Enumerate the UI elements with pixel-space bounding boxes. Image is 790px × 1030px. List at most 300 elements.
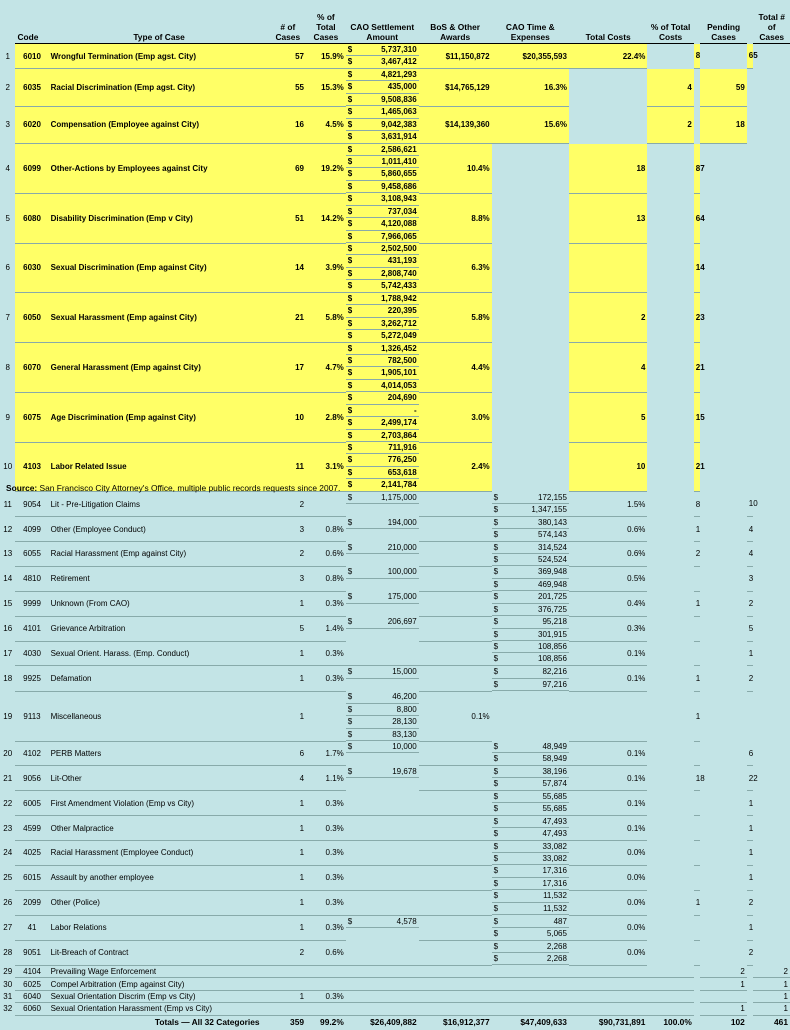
case-count: 1	[270, 990, 306, 1002]
table-row	[0, 106, 790, 143]
cao-time-expenses-value: 5,860,655	[381, 169, 417, 179]
currency-symbol: $	[493, 779, 499, 789]
currency-symbol: $	[493, 492, 499, 502]
bos-awards	[419, 591, 492, 616]
pct-of-cases: 4.5%	[306, 106, 346, 143]
cao-time-expenses	[492, 616, 569, 628]
pct-of-cases: 0.8%	[306, 566, 346, 591]
bos-awards	[346, 81, 419, 93]
pct-of-costs: 0.0%	[569, 915, 647, 940]
bos-awards	[419, 766, 492, 791]
total-costs-value: 5,272,049	[381, 331, 417, 341]
cao-settlement	[346, 741, 419, 753]
bos-awards	[419, 666, 492, 691]
gap	[700, 791, 746, 816]
cao-time-expenses: $11,150,872	[419, 44, 492, 69]
pending-cases	[694, 566, 701, 591]
cao-time-expenses-value: 653,618	[387, 467, 417, 477]
currency-symbol: $	[347, 293, 353, 303]
currency-symbol: $	[347, 667, 353, 677]
total-costs	[492, 778, 569, 790]
pending-cases	[694, 616, 701, 641]
currency-symbol: $	[493, 530, 499, 540]
case-code: 6050	[15, 293, 48, 343]
currency-symbol: $	[347, 331, 353, 341]
currency-symbol: $	[347, 592, 353, 602]
row-number: 22	[3, 798, 13, 808]
gap	[700, 566, 746, 591]
cao-time-expenses	[346, 716, 419, 728]
total-case-count: 2	[747, 591, 754, 616]
total-case-count: 14	[694, 243, 701, 293]
bos-awards	[346, 206, 419, 218]
gap	[647, 591, 693, 616]
case-type: Wrongful Termination (Emp agst. City)	[49, 44, 270, 69]
case-type: Retirement	[49, 566, 270, 591]
cao-time-expenses-value: 28,130	[392, 717, 417, 727]
total-case-count: 3	[747, 566, 754, 591]
gap	[647, 566, 693, 591]
case-code: 6035	[15, 69, 48, 106]
case-type: Racial Harassment (Employee Conduct)	[49, 841, 270, 866]
cao-time-expenses-value: 82,216	[542, 667, 567, 677]
cao-time-expenses-value: 380,143	[538, 517, 567, 527]
currency-symbol: $	[347, 107, 353, 117]
currency-symbol: $	[493, 829, 499, 839]
currency-symbol: $	[493, 816, 499, 826]
row-number: 27	[3, 923, 13, 933]
pending-cases: 2	[700, 965, 746, 977]
table-row	[0, 816, 790, 841]
table-row	[0, 841, 790, 866]
total-costs	[492, 653, 569, 665]
pct-of-cases: 0.3%	[306, 990, 346, 1002]
pending-cases: 1	[694, 591, 701, 616]
bos-awards	[419, 865, 492, 890]
gap	[492, 144, 569, 194]
cao-time-expenses-value: 55,685	[542, 791, 567, 801]
cao-settlement-value: 1,175,000	[381, 492, 417, 502]
pct-of-costs: 6.3%	[419, 243, 492, 293]
totals-pct-cases: 99.2%	[306, 1015, 346, 1030]
case-count	[270, 1003, 306, 1015]
cao-time-expenses	[346, 131, 419, 143]
currency-symbol: $	[347, 119, 353, 129]
row-number: 6	[5, 263, 10, 273]
row-number: 9	[5, 412, 10, 422]
row-number: 21	[3, 773, 13, 783]
total-costs-value: 55,685	[542, 804, 567, 814]
total-costs-value: 301,915	[538, 629, 567, 639]
case-code: 6080	[15, 193, 48, 243]
gap	[747, 990, 754, 1002]
currency-symbol: $	[347, 692, 353, 702]
pct-of-costs: 15.6%	[492, 106, 569, 143]
gap	[647, 392, 693, 442]
bos-awards	[419, 915, 492, 940]
cao-settlement	[346, 766, 419, 778]
cao-time-expenses	[492, 791, 569, 803]
row-number: 20	[3, 748, 13, 758]
currency-symbol: $	[347, 455, 353, 465]
case-type: Other-Actions by Employees against City	[49, 144, 270, 194]
table-row	[0, 941, 790, 966]
case-count	[270, 978, 306, 990]
header-cao-time: CAO Time & Expenses	[492, 2, 569, 44]
cao-settlement	[346, 591, 419, 603]
bos-awards	[419, 791, 492, 816]
total-case-count: 23	[694, 293, 701, 343]
gap	[694, 1015, 701, 1030]
gap	[700, 766, 746, 791]
row-number: 1	[5, 51, 10, 61]
currency-symbol: $	[347, 368, 353, 378]
case-code: 9056	[15, 766, 48, 791]
cao-settlement	[346, 243, 419, 255]
case-type: Lit-Other	[49, 766, 270, 791]
cao-settlement-value: 206,697	[387, 617, 417, 627]
gap	[647, 766, 693, 791]
pct-of-cases: 19.2%	[306, 144, 346, 194]
cao-time-expenses-value: 38,196	[542, 766, 567, 776]
case-code: 6005	[15, 791, 48, 816]
cao-time-expenses	[346, 318, 419, 330]
table-row	[0, 566, 790, 591]
cao-time-expenses-value: 11,532	[543, 891, 567, 901]
total-costs	[492, 903, 569, 915]
gap	[700, 865, 746, 890]
currency-symbol: $	[347, 57, 353, 67]
case-type: Compensation (Employee against City)	[49, 106, 270, 143]
case-count: 3	[270, 566, 306, 591]
totals-blank	[15, 1015, 48, 1030]
bos-awards-value: 782,500	[387, 355, 417, 365]
row-number: 25	[3, 873, 13, 883]
case-type: Labor Related Issue	[49, 442, 270, 492]
pct-of-costs: 0.1%	[419, 691, 492, 741]
currency-symbol: $	[493, 891, 499, 901]
bos-awards	[419, 990, 492, 1002]
table-row	[0, 865, 790, 890]
total-costs	[492, 629, 569, 641]
pct-of-costs: 0.4%	[569, 591, 647, 616]
header-code: Code	[15, 2, 48, 44]
gap	[647, 816, 693, 841]
cao-time-expenses-value: 95,218	[542, 617, 567, 627]
cao-settlement	[346, 517, 419, 529]
case-type: Disability Discrimination (Emp v City)	[49, 193, 270, 243]
case-type: Sexual Harassment (Emp against City)	[49, 293, 270, 343]
case-code: 4025	[15, 841, 48, 866]
pending-cases: 5	[569, 392, 647, 442]
row-number: 31	[3, 991, 13, 1001]
currency-symbol: $	[347, 443, 353, 452]
table-row	[0, 666, 790, 691]
bos-awards	[419, 616, 492, 641]
gap	[700, 616, 746, 641]
case-type: Miscellaneous	[49, 691, 270, 741]
currency-symbol: $	[347, 144, 353, 154]
bos-awards	[419, 841, 492, 866]
gap	[647, 865, 693, 890]
bos-awards	[419, 816, 492, 841]
table-row	[0, 766, 790, 791]
pct-of-cases: 0.3%	[306, 591, 346, 616]
cao-time-expenses	[346, 417, 419, 429]
currency-symbol: $	[493, 667, 499, 677]
pct-of-cases: 3.1%	[306, 442, 346, 492]
pct-of-costs: 0.1%	[569, 666, 647, 691]
case-count: 1	[270, 666, 306, 691]
pending-cases: 10	[569, 442, 647, 492]
currency-symbol: $	[347, 219, 353, 229]
cao-settlement-value: 15,000	[392, 667, 417, 677]
total-case-count: 10	[747, 492, 754, 517]
total-costs-value: 83,130	[392, 729, 417, 739]
total-costs	[569, 1003, 647, 1015]
currency-symbol: $	[493, 742, 499, 751]
case-count: 2	[270, 941, 306, 966]
total-costs	[569, 978, 647, 990]
currency-symbol: $	[493, 542, 499, 552]
cao-settlement	[346, 691, 419, 703]
pending-cases: 18	[569, 144, 647, 194]
total-costs	[492, 928, 569, 940]
header-type: Type of Case	[49, 2, 270, 44]
pending-cases: 2	[694, 542, 701, 567]
cao-settlement	[346, 890, 419, 915]
currency-symbol: $	[347, 467, 353, 477]
case-count: 11	[270, 442, 306, 492]
pct-of-cases: 0.3%	[306, 641, 346, 666]
pct-of-cases	[306, 1003, 346, 1015]
cao-time-expenses	[492, 1003, 569, 1015]
bos-awards	[346, 255, 419, 267]
table-row	[0, 243, 790, 293]
pct-of-cases: 0.3%	[306, 915, 346, 940]
pct-of-costs: 0.0%	[569, 865, 647, 890]
currency-symbol: $	[347, 567, 353, 577]
row-number: 12	[3, 524, 13, 534]
gap	[647, 616, 693, 641]
row-number: 19	[3, 711, 13, 721]
total-case-count: 1	[753, 978, 790, 990]
row-number: 24	[3, 848, 13, 858]
currency-symbol: $	[347, 45, 353, 54]
pending-cases: 2	[569, 293, 647, 343]
currency-symbol: $	[493, 853, 499, 863]
cao-time-expenses	[492, 916, 569, 928]
case-type: First Amendment Violation (Emp vs City)	[49, 791, 270, 816]
pct-of-cases: 0.3%	[306, 791, 346, 816]
gap	[647, 144, 693, 194]
row-number: 16	[3, 624, 13, 634]
bos-awards	[346, 119, 419, 131]
cao-settlement	[346, 542, 419, 554]
currency-symbol: $	[347, 766, 353, 776]
cao-time-expenses	[346, 268, 419, 280]
gap	[492, 691, 569, 741]
bos-awards	[419, 566, 492, 591]
row-number: 3	[5, 120, 10, 130]
cao-settlement-value: 4,578	[396, 916, 417, 926]
table-row	[0, 741, 790, 766]
totals-pending: 102	[700, 1015, 746, 1030]
cao-settlement-value: 711,916	[388, 443, 417, 452]
cao-settlement-value: 3,108,943	[381, 194, 417, 204]
total-costs: $14,139,360	[419, 106, 492, 143]
cao-time-expenses-value: 2,808,740	[381, 268, 417, 278]
case-count: 4	[270, 766, 306, 791]
pct-of-cases	[306, 965, 346, 977]
currency-symbol: $	[347, 492, 353, 502]
gap	[700, 591, 746, 616]
cao-settlement	[346, 392, 419, 404]
gap	[647, 691, 693, 741]
cao-settlement	[346, 492, 419, 504]
total-costs-value: 5,742,433	[381, 281, 417, 291]
case-type: Other Malpractice	[49, 816, 270, 841]
pct-of-cases: 14.2%	[306, 193, 346, 243]
bos-awards-value: 776,250	[387, 455, 417, 465]
total-costs-value: 524,524	[538, 554, 567, 564]
total-costs	[492, 554, 569, 566]
gap	[647, 741, 693, 766]
currency-symbol: $	[493, 517, 499, 527]
table-row	[0, 144, 790, 194]
pending-cases	[569, 691, 647, 741]
pending-cases: 8	[694, 44, 701, 69]
currency-symbol: $	[493, 841, 499, 851]
gap	[694, 1003, 701, 1015]
total-costs	[569, 990, 647, 1002]
total-costs	[346, 280, 419, 292]
totals-cao-time: $47,409,633	[492, 1015, 569, 1030]
pending-cases: 1	[700, 978, 746, 990]
total-costs-value: 58,949	[542, 754, 567, 764]
case-count: 6	[270, 741, 306, 766]
pct-of-cases: 0.8%	[306, 517, 346, 542]
bos-awards	[419, 492, 492, 517]
case-count: 16	[270, 106, 306, 143]
total-case-count: 1	[747, 791, 754, 816]
case-count: 1	[270, 915, 306, 940]
gap	[747, 1003, 754, 1015]
currency-symbol: $	[493, 505, 499, 515]
cao-settlement-value: 100,000	[387, 567, 417, 577]
row-number: 2	[5, 83, 10, 93]
currency-symbol: $	[347, 169, 353, 179]
case-type: Unknown (From CAO)	[49, 591, 270, 616]
total-costs-value: 9,458,686	[381, 181, 417, 191]
total-case-count: 4	[747, 542, 754, 567]
case-count: 1	[270, 591, 306, 616]
gap	[747, 965, 754, 977]
cao-time-expenses	[492, 941, 569, 953]
pct-of-cases: 0.6%	[306, 941, 346, 966]
table-row	[0, 517, 790, 542]
total-costs	[346, 430, 419, 442]
pending-cases	[694, 915, 701, 940]
gap	[647, 915, 693, 940]
cao-settlement	[346, 965, 419, 977]
row-number: 14	[3, 574, 13, 584]
gap	[647, 243, 693, 293]
pending-cases: 4	[647, 69, 693, 106]
currency-symbol: $	[493, 604, 499, 614]
row-number: 13	[3, 549, 13, 559]
gap	[647, 542, 693, 567]
gap	[647, 442, 693, 492]
case-type: Lit - Pre-Litigation Claims	[49, 492, 270, 517]
total-case-count: 1	[747, 816, 754, 841]
pending-cases: 1	[700, 1003, 746, 1015]
total-costs-value: 17,316	[542, 878, 567, 888]
total-case-count: 1	[753, 990, 790, 1002]
case-type: Prevailing Wage Enforcement	[49, 965, 270, 977]
row-number: 32	[3, 1004, 13, 1014]
cao-settlement	[346, 978, 419, 990]
totals-pct-costs: 100.0%	[647, 1015, 693, 1030]
currency-symbol: $	[493, 804, 499, 814]
case-code: 2099	[15, 890, 48, 915]
pct-of-costs: 0.3%	[569, 616, 647, 641]
total-case-count: 2	[747, 890, 754, 915]
currency-symbol: $	[347, 281, 353, 291]
cao-time-expenses	[492, 766, 569, 778]
cao-time-expenses-value: 172,155	[538, 492, 567, 502]
gap	[569, 69, 647, 106]
totals-cases: 359	[270, 1015, 306, 1030]
cao-settlement	[346, 865, 419, 890]
gap	[492, 193, 569, 243]
table-row	[0, 591, 790, 616]
cao-time-expenses	[492, 741, 569, 753]
cao-time-expenses	[492, 641, 569, 653]
pct-of-costs: 0.0%	[569, 941, 647, 966]
case-count: 2	[270, 542, 306, 567]
totals-total-cases: 461	[753, 1015, 790, 1030]
pct-of-costs: 0.6%	[569, 517, 647, 542]
table-row	[0, 492, 790, 517]
pending-cases	[694, 741, 701, 766]
table-row	[0, 965, 790, 977]
pending-cases: 8	[694, 492, 701, 517]
pct-of-cases: 5.8%	[306, 293, 346, 343]
pct-of-cases: 0.6%	[306, 542, 346, 567]
case-code: 41	[15, 915, 48, 940]
cao-settlement	[346, 106, 419, 118]
case-code: 6060	[15, 1003, 48, 1015]
pct-of-costs: 0.1%	[569, 791, 647, 816]
total-costs: $20,355,593	[492, 44, 569, 69]
total-costs-value: 108,856	[538, 654, 567, 664]
pct-of-cases: 0.3%	[306, 666, 346, 691]
bos-awards-value: 3,467,412	[381, 57, 417, 67]
case-code: 9925	[15, 666, 48, 691]
gap	[647, 890, 693, 915]
case-count: 17	[270, 343, 306, 393]
cao-settlement	[346, 816, 419, 841]
gap	[700, 941, 746, 966]
bos-awards-value: 9,042,383	[381, 119, 417, 129]
table-row	[0, 293, 790, 343]
case-code: 6055	[15, 542, 48, 567]
cao-time-expenses	[492, 865, 569, 877]
case-count: 1	[270, 841, 306, 866]
cao-settlement	[346, 916, 419, 928]
currency-symbol: $	[493, 617, 499, 627]
